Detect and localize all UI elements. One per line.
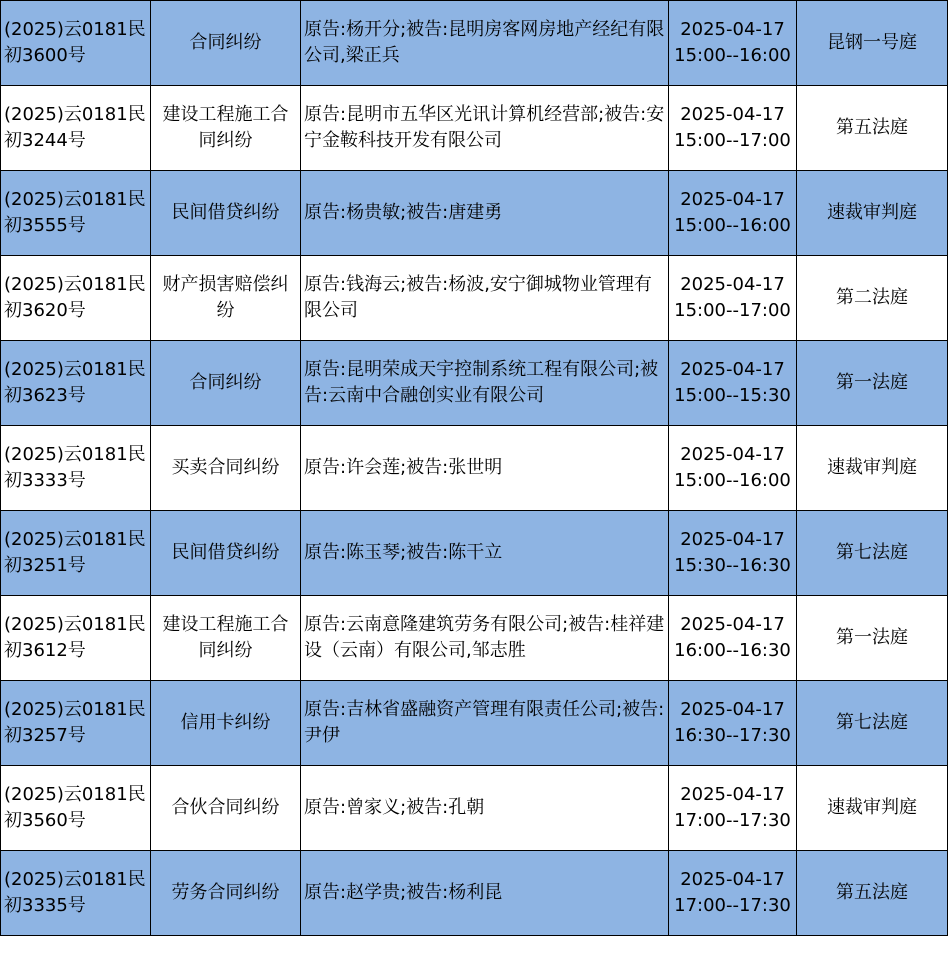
hearing-time-range: 15:00--15:30 xyxy=(674,385,791,406)
hearing-time-cell xyxy=(669,681,797,766)
table-row xyxy=(1,766,948,851)
table-row xyxy=(1,851,948,936)
parties-cell: 原告:杨开分;被告:昆明房客网房地产经纪有限公司,梁正兵 xyxy=(301,1,669,86)
hearing-time-cell xyxy=(669,1,797,86)
case-number-cell: (2025)云0181民初3333号 xyxy=(1,426,151,511)
case-number-cell: (2025)云0181民初3600号 xyxy=(1,1,151,86)
hearing-date: 2025-04-17 xyxy=(680,614,785,635)
hearing-time-range: 17:00--17:30 xyxy=(674,810,791,831)
hearing-time-cell xyxy=(669,341,797,426)
case-number-cell: (2025)云0181民初3620号 xyxy=(1,256,151,341)
hearing-time-range: 15:30--16:30 xyxy=(674,555,791,576)
hearing-time-cell xyxy=(669,766,797,851)
parties-cell: 原告:曾家义;被告:孔朝 xyxy=(301,766,669,851)
courtroom-cell: 第五法庭 xyxy=(797,86,948,171)
courtroom-cell: 速裁审判庭 xyxy=(797,426,948,511)
cause-of-action-cell: 合同纠纷 xyxy=(151,341,301,426)
case-number-cell: (2025)云0181民初3555号 xyxy=(1,171,151,256)
courtroom-cell: 第二法庭 xyxy=(797,256,948,341)
case-number-cell: (2025)云0181民初3257号 xyxy=(1,681,151,766)
hearing-date: 2025-04-17 xyxy=(680,529,785,550)
cause-of-action-cell: 合同纠纷 xyxy=(151,1,301,86)
hearing-date: 2025-04-17 xyxy=(680,444,785,465)
case-number-cell: (2025)云0181民初3612号 xyxy=(1,596,151,681)
parties-cell: 原告:杨贵敏;被告:唐建勇 xyxy=(301,171,669,256)
parties-cell: 原告:陈玉琴;被告:陈干立 xyxy=(301,511,669,596)
courtroom-cell: 第七法庭 xyxy=(797,681,948,766)
hearing-time-range: 17:00--17:30 xyxy=(674,895,791,916)
courtroom-cell: 速裁审判庭 xyxy=(797,171,948,256)
cause-of-action-cell: 财产损害赔偿纠纷 xyxy=(151,256,301,341)
case-number-cell: (2025)云0181民初3244号 xyxy=(1,86,151,171)
table-row xyxy=(1,681,948,766)
hearing-time-range: 15:00--17:00 xyxy=(674,130,791,151)
schedule-body xyxy=(1,1,948,936)
table-row xyxy=(1,171,948,256)
table-row xyxy=(1,426,948,511)
cause-of-action-cell: 民间借贷纠纷 xyxy=(151,171,301,256)
hearing-time-cell xyxy=(669,596,797,681)
hearing-time-cell xyxy=(669,86,797,171)
parties-cell: 原告:许会莲;被告:张世明 xyxy=(301,426,669,511)
parties-cell: 原告:赵学贵;被告:杨利昆 xyxy=(301,851,669,936)
hearing-time-range: 16:00--16:30 xyxy=(674,640,791,661)
hearing-time-range: 15:00--16:00 xyxy=(674,215,791,236)
cause-of-action-cell: 信用卡纠纷 xyxy=(151,681,301,766)
hearing-time-range: 15:00--17:00 xyxy=(674,300,791,321)
table-row xyxy=(1,511,948,596)
hearing-time-cell xyxy=(669,511,797,596)
hearing-time-range: 15:00--16:00 xyxy=(674,470,791,491)
table-row xyxy=(1,86,948,171)
cause-of-action-cell: 买卖合同纠纷 xyxy=(151,426,301,511)
hearing-time-range: 16:30--17:30 xyxy=(674,725,791,746)
hearing-date: 2025-04-17 xyxy=(680,19,785,40)
cause-of-action-cell: 建设工程施工合同纠纷 xyxy=(151,596,301,681)
hearing-date: 2025-04-17 xyxy=(680,784,785,805)
hearing-time-cell xyxy=(669,171,797,256)
hearing-date: 2025-04-17 xyxy=(680,274,785,295)
case-number-cell: (2025)云0181民初3335号 xyxy=(1,851,151,936)
table-row xyxy=(1,596,948,681)
hearing-date: 2025-04-17 xyxy=(680,189,785,210)
table-row xyxy=(1,256,948,341)
hearing-time-range: 15:00--16:00 xyxy=(674,45,791,66)
case-number-cell: (2025)云0181民初3251号 xyxy=(1,511,151,596)
hearing-date: 2025-04-17 xyxy=(680,104,785,125)
courtroom-cell: 昆钢一号庭 xyxy=(797,1,948,86)
hearing-date: 2025-04-17 xyxy=(680,869,785,890)
table-row xyxy=(1,1,948,86)
parties-cell: 原告:吉林省盛融资产管理有限责任公司;被告:尹伊 xyxy=(301,681,669,766)
cause-of-action-cell: 劳务合同纠纷 xyxy=(151,851,301,936)
table-row xyxy=(1,341,948,426)
courtroom-cell: 第七法庭 xyxy=(797,511,948,596)
parties-cell: 原告:钱海云;被告:杨波,安宁御城物业管理有限公司 xyxy=(301,256,669,341)
parties-cell: 原告:昆明市五华区光讯计算机经营部;被告:安宁金鞍科技开发有限公司 xyxy=(301,86,669,171)
hearing-date: 2025-04-17 xyxy=(680,699,785,720)
courtroom-cell: 速裁审判庭 xyxy=(797,766,948,851)
courtroom-cell: 第五法庭 xyxy=(797,851,948,936)
hearing-time-cell xyxy=(669,426,797,511)
cause-of-action-cell: 民间借贷纠纷 xyxy=(151,511,301,596)
hearing-date: 2025-04-17 xyxy=(680,359,785,380)
case-number-cell: (2025)云0181民初3623号 xyxy=(1,341,151,426)
courtroom-cell: 第一法庭 xyxy=(797,596,948,681)
cause-of-action-cell: 合伙合同纠纷 xyxy=(151,766,301,851)
hearing-time-cell xyxy=(669,256,797,341)
courtroom-cell: 第一法庭 xyxy=(797,341,948,426)
parties-cell: 原告:昆明荣成天宇控制系统工程有限公司;被告:云南中合融创实业有限公司 xyxy=(301,341,669,426)
cause-of-action-cell: 建设工程施工合同纠纷 xyxy=(151,86,301,171)
hearing-time-cell xyxy=(669,851,797,936)
parties-cell: 原告:云南意隆建筑劳务有限公司;被告:桂祥建设（云南）有限公司,邹志胜 xyxy=(301,596,669,681)
case-number-cell: (2025)云0181民初3560号 xyxy=(1,766,151,851)
